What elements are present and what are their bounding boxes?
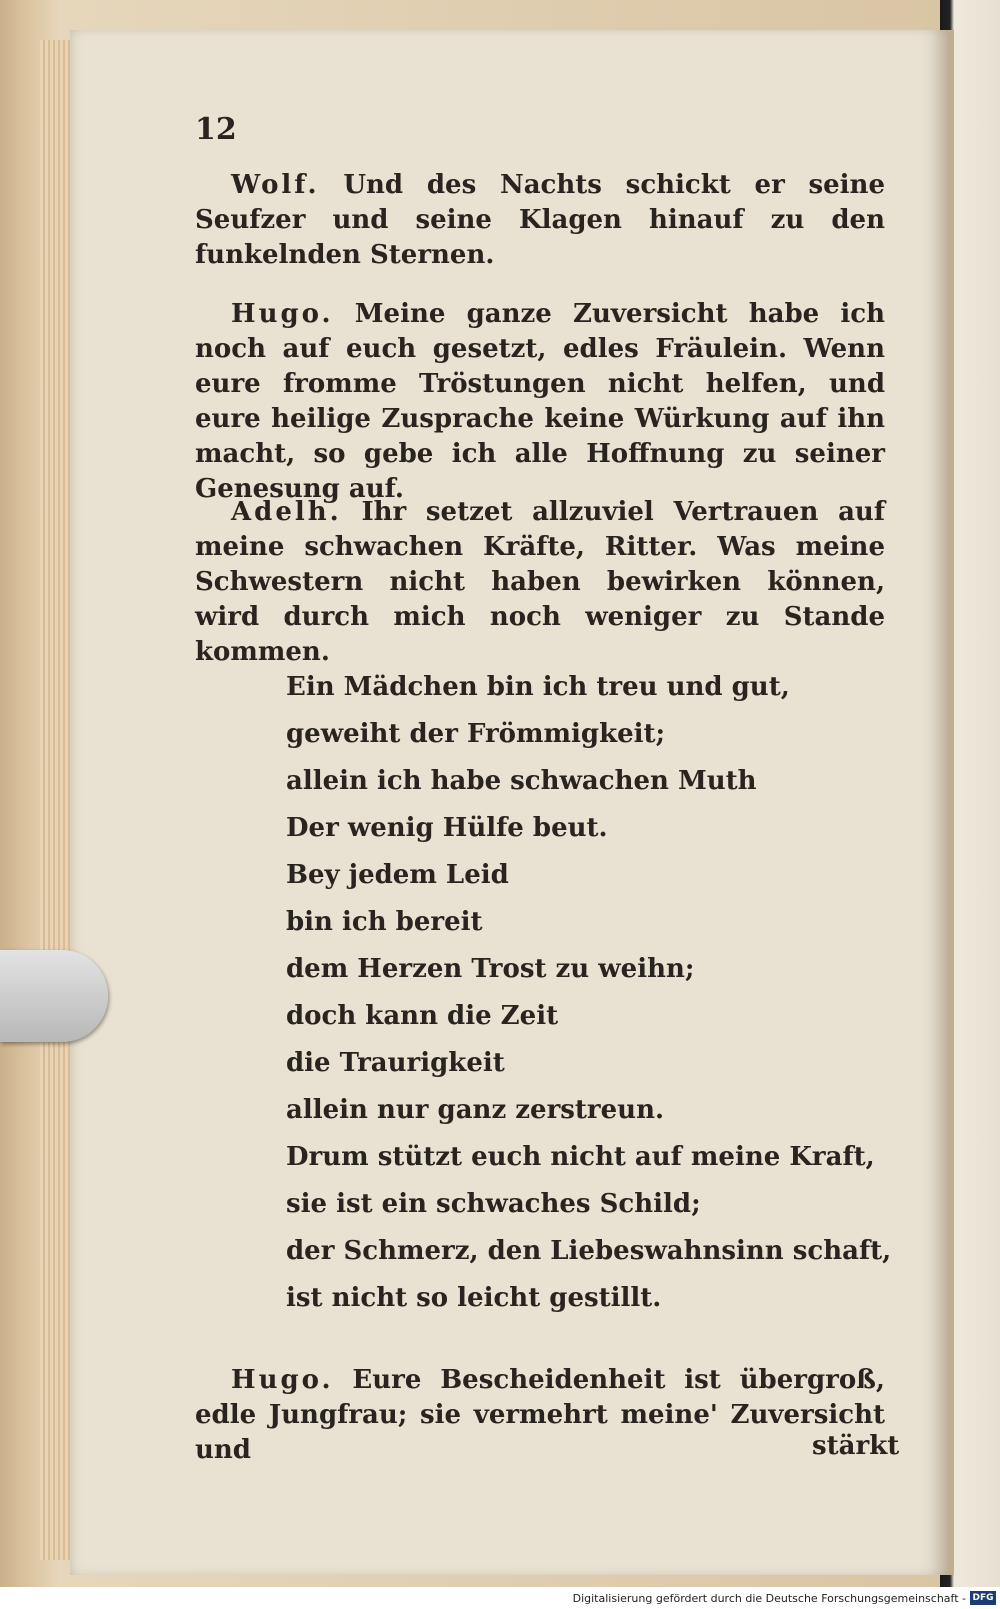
page-number: 12 xyxy=(195,112,237,147)
verse-line: ist nicht so leicht gestillt. xyxy=(286,1283,662,1313)
speaker-name: Wolf. xyxy=(231,170,320,200)
paragraph-text: Meine ganze Zuversicht habe ich noch auf euch gesetzt, edles Fräulein. Wenn eure fromme Tröstungen nicht helfen, und eure heilige Zusprache keine Würkung auf ihn macht, so gebe ich alle Hoffnung zu seiner Genesung auf. xyxy=(195,299,885,504)
dialogue-paragraph-wolf xyxy=(195,168,885,273)
song-verse xyxy=(286,664,892,1322)
verse-line: Ein Mädchen bin ich treu und gut, xyxy=(286,672,790,702)
verse-line: allein ich habe schwachen Muth xyxy=(286,766,757,796)
verse-line: sie ist ein schwaches Schild; xyxy=(286,1189,701,1219)
verse-line: Drum stützt euch nicht auf meine Kraft, xyxy=(286,1142,875,1172)
speaker-name: Hugo. xyxy=(231,299,334,329)
catchword: stärkt xyxy=(812,1431,900,1461)
verse-line: allein nur ganz zerstreun. xyxy=(286,1095,665,1125)
dialogue-paragraph-hugo xyxy=(195,297,885,507)
verse-line: Der wenig Hülfe beut. xyxy=(286,813,608,843)
footer-credit: Digitalisierung gefördert durch die Deutsche Forschungsgemeinschaft - xyxy=(572,1592,966,1605)
paragraph-text: Und des Nachts schickt er seine Seufzer und seine Klagen hinauf zu den funkelnden Sternen. xyxy=(195,170,885,270)
digitization-footer xyxy=(0,1587,1000,1609)
verse-line: dem Herzen Trost zu weihn; xyxy=(286,954,695,984)
dialogue-paragraph-hugo-closing xyxy=(195,1363,885,1468)
paragraph-text: Eure Bescheidenheit ist übergroß, edle Jungfrau; sie vermehrt meine' Zuversicht und xyxy=(195,1365,885,1465)
verse-line: doch kann die Zeit xyxy=(286,1001,559,1031)
book-clip xyxy=(0,950,108,1042)
dfg-logo: DFG xyxy=(970,1591,996,1605)
dialogue-paragraph-adelh xyxy=(195,495,885,670)
verse-line: die Traurigkeit xyxy=(286,1048,505,1078)
verse-line: geweiht der Frömmigkeit; xyxy=(286,719,666,749)
paragraph-text: Ihr setzet allzuviel Vertrauen auf meine schwachen Kräfte, Ritter. Was meine Schwestern nicht haben bewirken können, wird durch mich noch weniger zu Stande kommen. xyxy=(195,497,886,667)
verse-line: bin ich bereit xyxy=(286,907,483,937)
speaker-name: Hugo. xyxy=(231,1365,334,1395)
speaker-name: Adelh. xyxy=(231,497,342,527)
verse-line: Bey jedem Leid xyxy=(286,860,509,890)
verse-line: der Schmerz, den Liebeswahnsinn schaft, xyxy=(286,1236,892,1266)
page-stack-edges xyxy=(40,40,70,1560)
